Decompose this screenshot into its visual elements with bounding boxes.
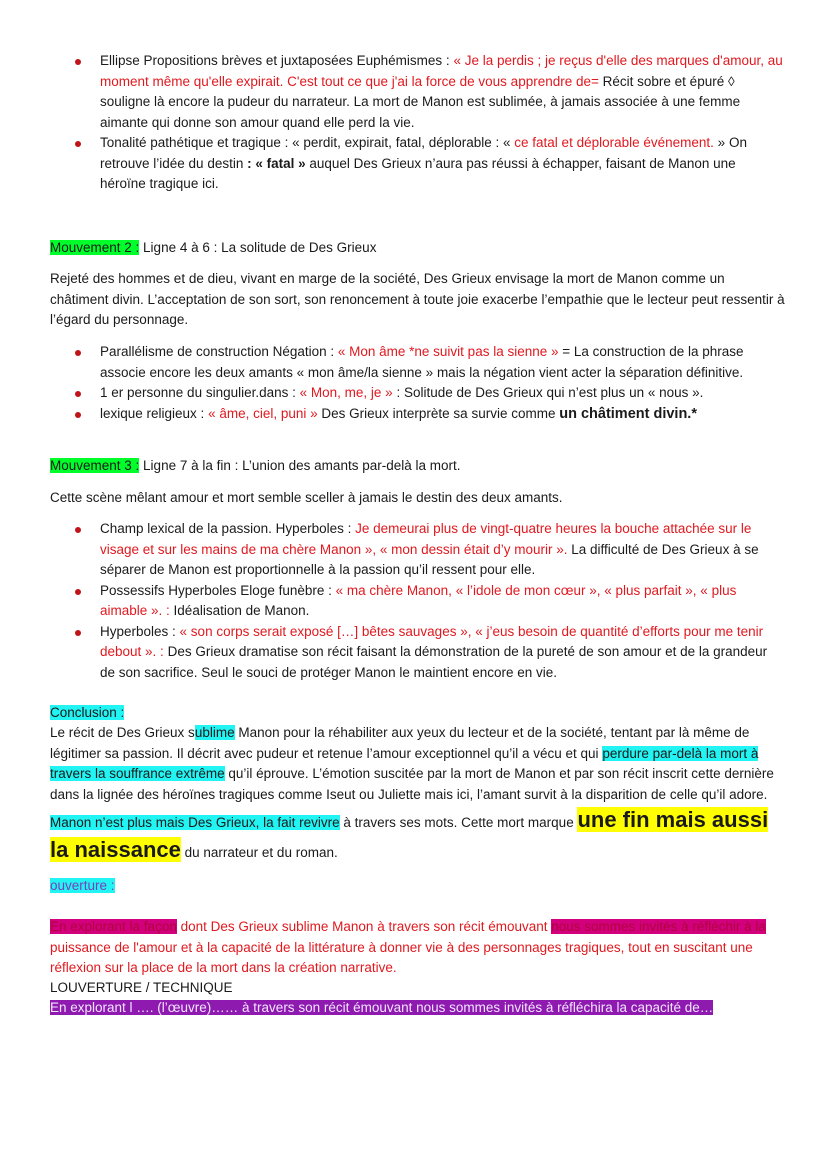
bullet-text: Des Grieux interprète sa survie comme (317, 405, 560, 421)
quote: « âme, ciel, puni » (208, 405, 318, 421)
movement-3-heading (50, 456, 785, 477)
bullet-text: La difficulté de Des Grieux à se séparer de Manon est proportionnelle à la passion qu’il ressent pour elle. (100, 541, 759, 577)
text-run: dont Des Grieux sublime Manon à travers son récit émouvant (176, 919, 552, 934)
conclusion-text (50, 723, 785, 865)
movement-3-paragraph (50, 488, 785, 509)
text-run: du narrateur et du roman. (180, 845, 338, 860)
bullet-intro: lexique religieux : (100, 405, 209, 421)
bullet-text: Idéalisation de Manon. (169, 603, 310, 618)
text-run: Le récit de Des Grieux s (50, 725, 195, 740)
bullet-text: Des Grieux dramatise son récit faisant la démonstration de la pureté de son amour et de la grandeur de son sacrifice. Seul le souci de protéger Manon le maintient encore en vie. (100, 644, 768, 680)
bullet-text: auquel Des Grieux n’aura pas réussi à échapper, faisant de Manon une héroïne tragique ici. (100, 155, 736, 191)
ouverture-template (50, 998, 785, 1019)
highlight: perdure par-delà la mort à travers la souffrance extrême (50, 745, 759, 781)
quote: Je demeurai plus de vingt-quatre heures la bouche attachée sur le visage et sur les mains de ma chère Manon », « mon dessin était d’y mourir ». (100, 521, 752, 557)
ouverture-text (50, 917, 785, 979)
bullet-champ-lexical (50, 519, 785, 581)
bullet-intro: Possessifs Hyperboles Eloge funèbre : (100, 582, 336, 598)
movement-1-bullets (50, 51, 785, 195)
highlight: nous sommes invités à réfléchir à la (551, 919, 766, 934)
bullet-text: On retrouve l’idée du destin (100, 135, 747, 171)
bullet-text: = La construction de la phrase associe encore les deux amants « mon âme/la sienne » mais la négation vient acter la séparation définitive. (100, 344, 744, 380)
bullet-intro: 1 er personne du singulier.dans : (100, 385, 300, 400)
movement-2-label: Mouvement 2 : (50, 240, 140, 255)
bullet-hyperboles (50, 622, 785, 684)
ouverture-heading (50, 876, 785, 897)
text-run: à travers ses mots. Cette mort marque (339, 815, 578, 830)
quote: « Mon, me, je » (299, 385, 393, 400)
conclusion-label: Conclusion : (50, 705, 125, 720)
bullet-text: : Solitude de Des Grieux qui n’est plus un « nous ». (392, 385, 704, 400)
bullet-text: Récit sobre et épuré ◊ souligne là encore la pudeur du narrateur. La mort de Manon est sublimée, à jamais associée à une femme aimante qui donne son amour quand elle perd la vie. (100, 73, 741, 130)
conclusion-paragraph (50, 723, 785, 865)
bullet-ellipse (50, 51, 785, 133)
bullet-premiere-personne (50, 383, 785, 404)
bullet-tonalite (50, 133, 785, 195)
text-run: Manon pour la réhabiliter aux yeux du lecteur et de la société, tentant par là même de légitimer sa passion. Il décrit avec pudeur et retenue l’amour exceptionnel qu’il a vécu et qui (50, 725, 750, 761)
bullet-lexique-religieux (50, 404, 785, 425)
movement-3-bullets (50, 519, 785, 683)
movement-2-paragraph (50, 269, 785, 331)
highlight: Manon n’est plus mais Des Grieux, la fait revivre (50, 815, 340, 830)
big-highlight: une fin mais aussi la naissance (50, 807, 769, 862)
bullet-parallelisme (50, 342, 785, 383)
quote: « Je la perdis ; je reçus d'elle des marques d'amour, au moment même qu'elle expirait. C'est tout ce que j'ai la force de vous apprendre de= (100, 53, 783, 89)
quote: ce fatal et déplorable événement. (514, 135, 714, 150)
bullet-intro: Tonalité pathétique et tragique : « perdit, expirait, fatal, déplorable : « (100, 135, 515, 150)
movement-3-label: Mouvement 3 : (50, 458, 140, 473)
highlight: En explorant la façon (50, 919, 177, 934)
technique-heading (50, 978, 785, 999)
movement-2-heading (50, 238, 785, 259)
paragraph-text: Rejeté des hommes et de dieu, vivant en marge de la société, Des Grieux envisage la mort de Manon comme un châtiment divin. L’acceptation de son sort, son renoncement à toute joie exacerbe l’empathie que le lecteur peut ressentir à l’égard du personnage. (50, 271, 785, 327)
bold-text: un châtiment divin.* (559, 405, 697, 422)
bold-text: : « fatal » (247, 155, 306, 171)
ouverture-paragraph (50, 917, 785, 979)
quote: « Mon âme *ne suivit pas la sienne » (337, 344, 559, 359)
quote: « son corps serait exposé […] bêtes sauvages », « j’eus besoin de quantité d’efforts pour me tenir debout ». : (100, 623, 764, 659)
bullet-intro: Ellipse Propositions brèves et juxtaposées Euphémismes : (100, 53, 454, 68)
bullet-possessifs (50, 581, 785, 622)
movement-2-title: Ligne 4 à 6 : La solitude de Des Grieux (139, 240, 377, 255)
text-run: puissance de l'amour et à la capacité de la littérature à donner vie à des personnages tragiques, tout en suscitant une réflexion sur la place de la mort dans la création narrative. (50, 939, 753, 975)
paragraph-text: Cette scène mêlant amour et mort semble sceller à jamais le destin des deux amants. (50, 490, 563, 505)
technique-label: LOUVERTURE / TECHNIQUE (50, 980, 233, 995)
bullet-intro: Champ lexical de la passion. Hyperboles : (100, 521, 356, 536)
highlight: ublime (194, 725, 235, 740)
movement-3-title: Ligne 7 à la fin : L’union des amants par-delà la mort. (139, 458, 461, 473)
movement-2-bullets (50, 342, 785, 424)
conclusion-heading (50, 703, 785, 724)
bullet-intro: Parallélisme de construction Négation : (100, 344, 338, 359)
ouverture-label: ouverture : (50, 878, 115, 893)
quote: « ma chère Manon, « l’idole de mon cœur », « plus parfait », « plus aimable ». : (100, 582, 737, 618)
text-run: qu’il éprouve. L’émotion suscitée par la mort de Manon et par son récit inscrit cette dernière dans la lignée des héroïnes tragiques comme Iseut ou Juliette mais ici, l’amant survit à la disparition de celle qu’il adore. (50, 766, 774, 802)
template-sentence: En explorant l …. (l’œuvre)…… à travers son récit émouvant nous sommes invités à réfléchira la capacité de… (50, 1000, 714, 1015)
bullet-text: » (713, 135, 726, 150)
bullet-intro: Hyperboles : (100, 623, 180, 639)
